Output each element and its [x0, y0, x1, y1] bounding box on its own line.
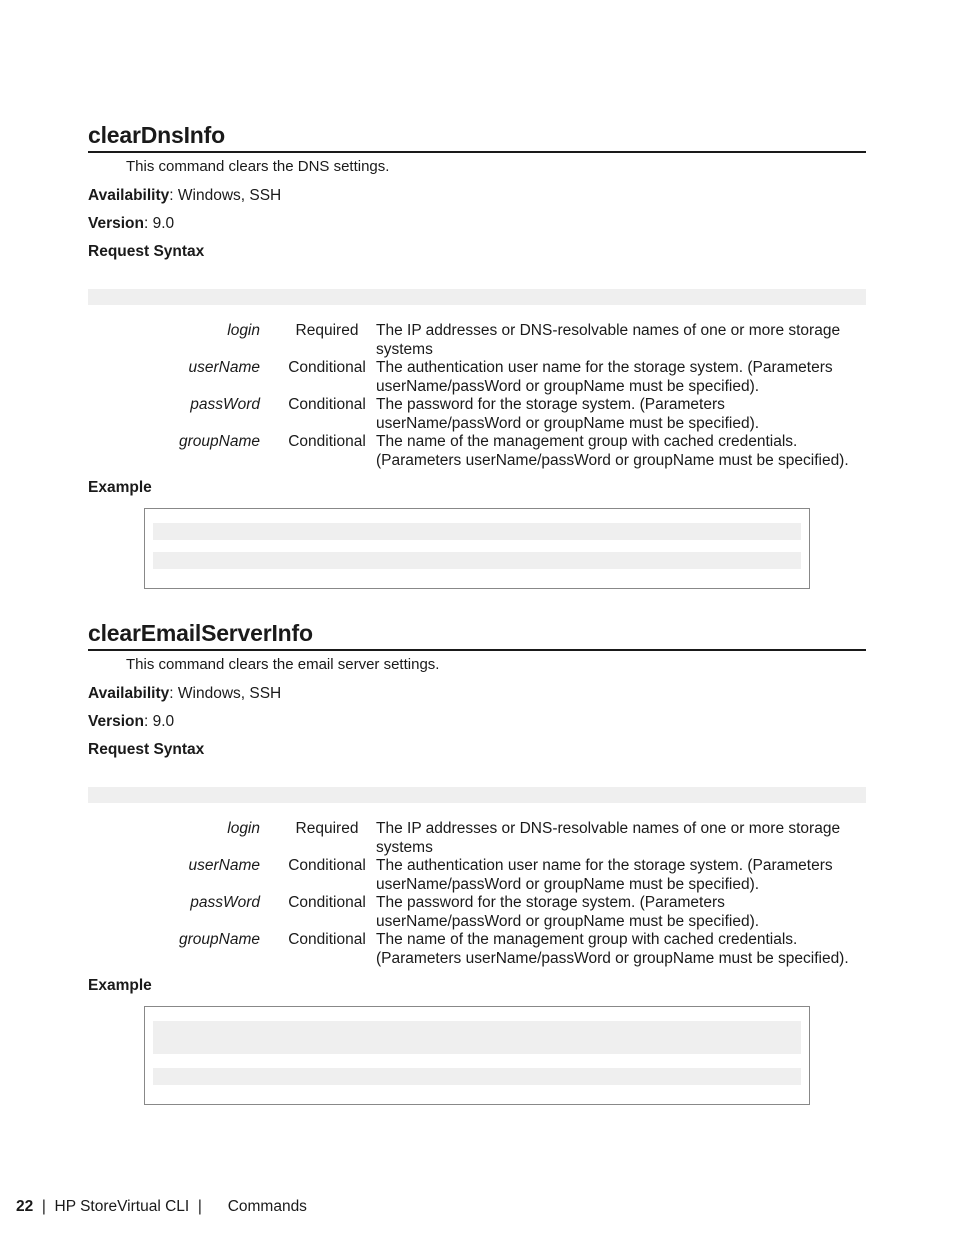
parameter-row — [88, 433, 866, 470]
code-line — [153, 1021, 801, 1054]
parameter-name: groupName — [179, 433, 260, 450]
parameter-description: The name of the management group with cached credentials. (Parameters userName/passWord or groupName must be specified). — [376, 433, 849, 469]
example-label: Example — [88, 479, 152, 496]
parameter-name: passWord — [190, 396, 260, 413]
code-line — [153, 1068, 801, 1085]
page-number: 22 — [16, 1198, 34, 1215]
version-value: : 9.0 — [144, 215, 175, 232]
footer-separator: | — [189, 1198, 228, 1215]
parameter-name: groupName — [179, 931, 260, 948]
parameter-row — [88, 857, 866, 894]
version-label: Version — [88, 713, 144, 730]
parameter-row — [88, 322, 866, 359]
code-line — [153, 552, 801, 569]
parameter-requirement: Conditional — [288, 359, 366, 376]
version-line — [88, 214, 866, 233]
page-footer — [16, 1197, 307, 1217]
parameter-description: The IP addresses or DNS-resolvable names of one or more storage systems — [376, 820, 841, 856]
parameter-requirement: Conditional — [288, 894, 366, 911]
parameter-table — [88, 322, 866, 470]
parameter-name: passWord — [190, 894, 260, 911]
parameter-name: userName — [188, 857, 260, 874]
version-value: : 9.0 — [144, 713, 175, 730]
example-label: Example — [88, 977, 152, 994]
parameter-name: login — [227, 322, 260, 339]
parameter-requirement: Conditional — [288, 433, 366, 450]
availability-value: : Windows, SSH — [169, 685, 282, 702]
section-description: This command clears the email server settings. — [126, 656, 440, 673]
code-line — [153, 523, 801, 540]
parameter-name: login — [227, 820, 260, 837]
parameter-requirement: Conditional — [288, 931, 366, 948]
request-syntax-code-block — [88, 289, 866, 305]
parameter-description: The name of the management group with cached credentials. (Parameters userName/passWord or groupName must be specified). — [376, 931, 849, 967]
availability-line — [88, 186, 866, 205]
parameter-row — [88, 359, 866, 396]
section-cleardnsinfo — [88, 121, 866, 589]
availability-label: Availability — [88, 187, 170, 204]
parameter-row — [88, 931, 866, 968]
version-line — [88, 712, 866, 731]
footer-separator: | — [33, 1198, 55, 1215]
parameter-requirement: Conditional — [288, 396, 366, 413]
parameter-name: userName — [188, 359, 260, 376]
section-clearemailserverinfo — [88, 619, 866, 1105]
parameter-description: The authentication user name for the storage system. (Parameters userName/passWord or groupName must be specified). — [376, 857, 833, 893]
parameter-description: The authentication user name for the storage system. (Parameters userName/passWord or groupName must be specified). — [376, 359, 833, 395]
availability-line — [88, 684, 866, 703]
example-code-box — [144, 1006, 810, 1105]
footer-chapter: Commands — [227, 1198, 307, 1215]
parameter-description: The password for the storage system. (Parameters userName/passWord or groupName must be specified). — [376, 396, 760, 432]
version-label: Version — [88, 215, 144, 232]
footer-product: HP StoreVirtual CLI — [54, 1198, 190, 1215]
example-code-box — [144, 508, 810, 589]
parameter-description: The password for the storage system. (Parameters userName/passWord or groupName must be specified). — [376, 894, 760, 930]
section-title: clearEmailServerInfo — [88, 619, 866, 651]
availability-label: Availability — [88, 685, 170, 702]
section-description: This command clears the DNS settings. — [126, 158, 390, 175]
section-title: clearDnsInfo — [88, 121, 866, 153]
parameter-row — [88, 894, 866, 931]
parameter-requirement: Required — [295, 820, 359, 837]
parameter-requirement: Conditional — [288, 857, 366, 874]
parameter-description: The IP addresses or DNS-resolvable names of one or more storage systems — [376, 322, 841, 358]
parameter-row — [88, 820, 866, 857]
request-syntax-code-block — [88, 787, 866, 803]
parameter-requirement: Required — [295, 322, 359, 339]
request-syntax-label: Request Syntax — [88, 243, 205, 260]
request-syntax-label: Request Syntax — [88, 741, 205, 758]
parameter-row — [88, 396, 866, 433]
parameter-table — [88, 820, 866, 968]
availability-value: : Windows, SSH — [169, 187, 282, 204]
